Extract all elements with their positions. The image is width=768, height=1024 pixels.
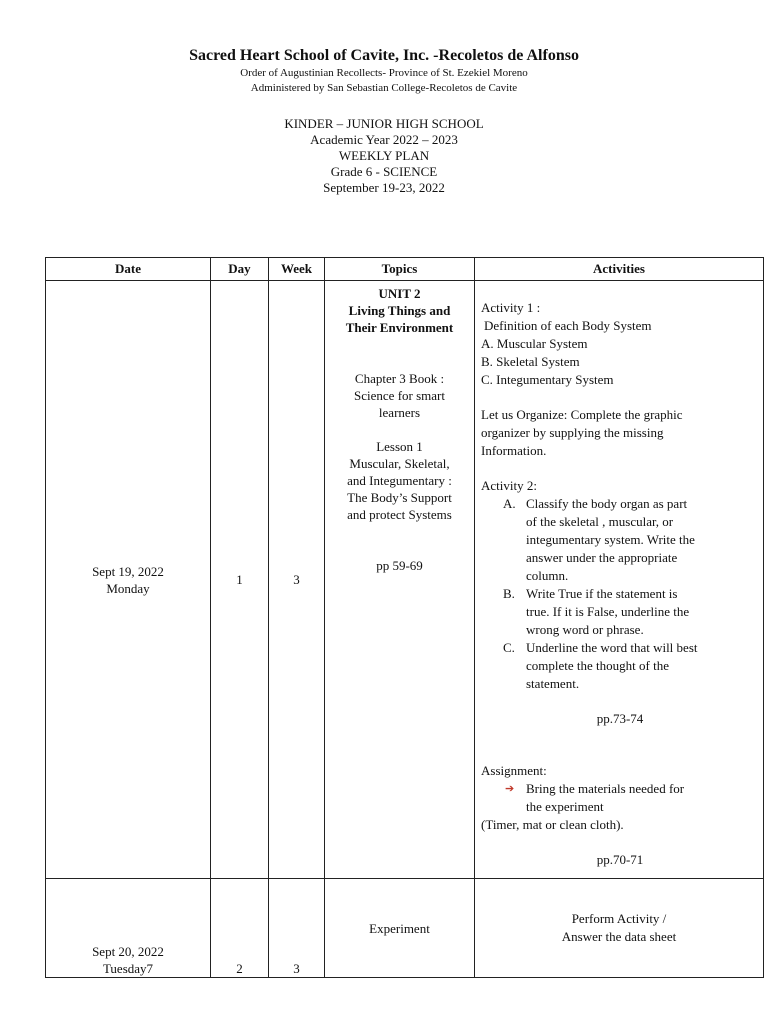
assignment-line-3: (Timer, mat or clean cloth). bbox=[481, 817, 624, 832]
week-cell: 3 bbox=[269, 879, 325, 978]
topics-cell bbox=[325, 281, 475, 879]
week-cell: 3 bbox=[269, 281, 325, 879]
activity2-list bbox=[481, 495, 759, 693]
plan-title: WEEKLY PLAN bbox=[338, 148, 430, 163]
lesson-line-2: Muscular, Skeletal, bbox=[349, 456, 450, 471]
table-row bbox=[46, 879, 764, 978]
unit-title-1: Living Things and bbox=[348, 303, 451, 318]
activity2-pages: pp.73-74 bbox=[596, 711, 644, 726]
assignment-pages: pp.70-71 bbox=[596, 852, 644, 867]
header-date: Date bbox=[46, 258, 211, 281]
activity1-item-a: A. Muscular System bbox=[481, 336, 588, 351]
topic-text: Experiment bbox=[369, 920, 430, 936]
assignment-title: Assignment: bbox=[481, 763, 547, 778]
day-cell: 2 bbox=[211, 879, 269, 978]
list-item-line: true. If it is False, underline the bbox=[526, 604, 690, 619]
weekday-text: Monday bbox=[106, 580, 150, 596]
chapter-line-2: Science for smart bbox=[354, 388, 445, 403]
topic-pages: pp 59-69 bbox=[376, 558, 423, 573]
topics-cell bbox=[325, 879, 475, 978]
list-item-line: statement. bbox=[526, 676, 580, 691]
table-row bbox=[46, 281, 764, 879]
header-week: Week bbox=[269, 258, 325, 281]
arrow-bullet-icon: ➔ bbox=[505, 783, 515, 795]
date-range: September 19-23, 2022 bbox=[323, 180, 445, 195]
activity-line-1: Perform Activity / bbox=[571, 911, 667, 926]
activity1-item-c: C. Integumentary System bbox=[481, 372, 614, 387]
assignment-bullet bbox=[481, 780, 759, 816]
organize-line-2: organizer by supplying the missing bbox=[481, 425, 664, 440]
list-item-line: wrong word or phrase. bbox=[526, 622, 644, 637]
day-cell: 1 bbox=[211, 281, 269, 879]
date-cell bbox=[46, 281, 211, 879]
header-activities: Activities bbox=[475, 258, 764, 281]
chapter-line-3: learners bbox=[378, 405, 421, 420]
list-item bbox=[481, 585, 759, 639]
activity2-title: Activity 2: bbox=[481, 478, 537, 493]
list-item-line: of the skeletal , muscular, or bbox=[526, 514, 674, 529]
list-item-line: complete the thought of the bbox=[526, 658, 669, 673]
list-marker: A. bbox=[503, 496, 516, 511]
lesson-line-3: and Integumentary : bbox=[347, 473, 452, 488]
list-item-line: integumentary system. Write the bbox=[526, 532, 695, 547]
school-name: Sacred Heart School of Cavite, Inc. -Recoletos de Alfonso bbox=[189, 47, 579, 64]
weekly-plan-table bbox=[45, 257, 764, 978]
header-topics: Topics bbox=[325, 258, 475, 281]
chapter-line-1: Chapter 3 Book : bbox=[354, 371, 445, 386]
activity-line-2: Answer the data sheet bbox=[561, 929, 677, 944]
unit-label: UNIT 2 bbox=[378, 286, 421, 301]
list-item bbox=[481, 639, 759, 693]
activities-cell bbox=[475, 879, 764, 978]
organize-line-1: Let us Organize: Complete the graphic bbox=[481, 407, 683, 422]
table-header-row bbox=[46, 258, 764, 281]
assignment-line-2: the experiment bbox=[526, 799, 604, 814]
lesson-line-5: and protect Systems bbox=[347, 507, 452, 522]
assignment-line-1: Bring the materials needed for bbox=[526, 781, 685, 796]
plan-info bbox=[0, 116, 768, 196]
list-marker: C. bbox=[503, 640, 515, 655]
activity1-title: Activity 1 : bbox=[481, 300, 541, 315]
activity1-desc: Definition of each Body System bbox=[484, 318, 652, 333]
list-item-line: Write True if the statement is bbox=[526, 586, 678, 601]
activity1-item-b: B. Skeletal System bbox=[481, 354, 580, 369]
organize-line-3: Information. bbox=[481, 443, 547, 458]
administered-line: Administered by San Sebastian College-Recoletos de Cavite bbox=[250, 82, 518, 94]
weekday-text: Tuesday7 bbox=[102, 961, 154, 976]
list-item bbox=[481, 495, 759, 585]
activities-cell bbox=[475, 281, 764, 879]
date-cell bbox=[46, 879, 211, 978]
date-text: Sept 20, 2022 bbox=[92, 944, 164, 959]
lesson-line-4: The Body’s Support bbox=[347, 490, 452, 505]
list-item-line: Classify the body organ as part bbox=[526, 496, 688, 511]
unit-title-2: Their Environment bbox=[345, 320, 454, 335]
order-line: Order of Augustinian Recollects- Province of St. Ezekiel Moreno bbox=[240, 67, 528, 79]
list-marker: B. bbox=[503, 586, 515, 601]
list-item-line: answer under the appropriate bbox=[526, 550, 678, 565]
list-item-line: column. bbox=[526, 568, 569, 583]
header-day: Day bbox=[211, 258, 269, 281]
academic-year: Academic Year 2022 – 2023 bbox=[310, 132, 458, 147]
school-level: KINDER – JUNIOR HIGH SCHOOL bbox=[284, 116, 484, 131]
date-text: Sept 19, 2022 bbox=[92, 563, 164, 579]
lesson-line-1: Lesson 1 bbox=[376, 439, 423, 454]
list-item-line: Underline the word that will best bbox=[526, 640, 698, 655]
grade-subject: Grade 6 - SCIENCE bbox=[330, 164, 438, 179]
